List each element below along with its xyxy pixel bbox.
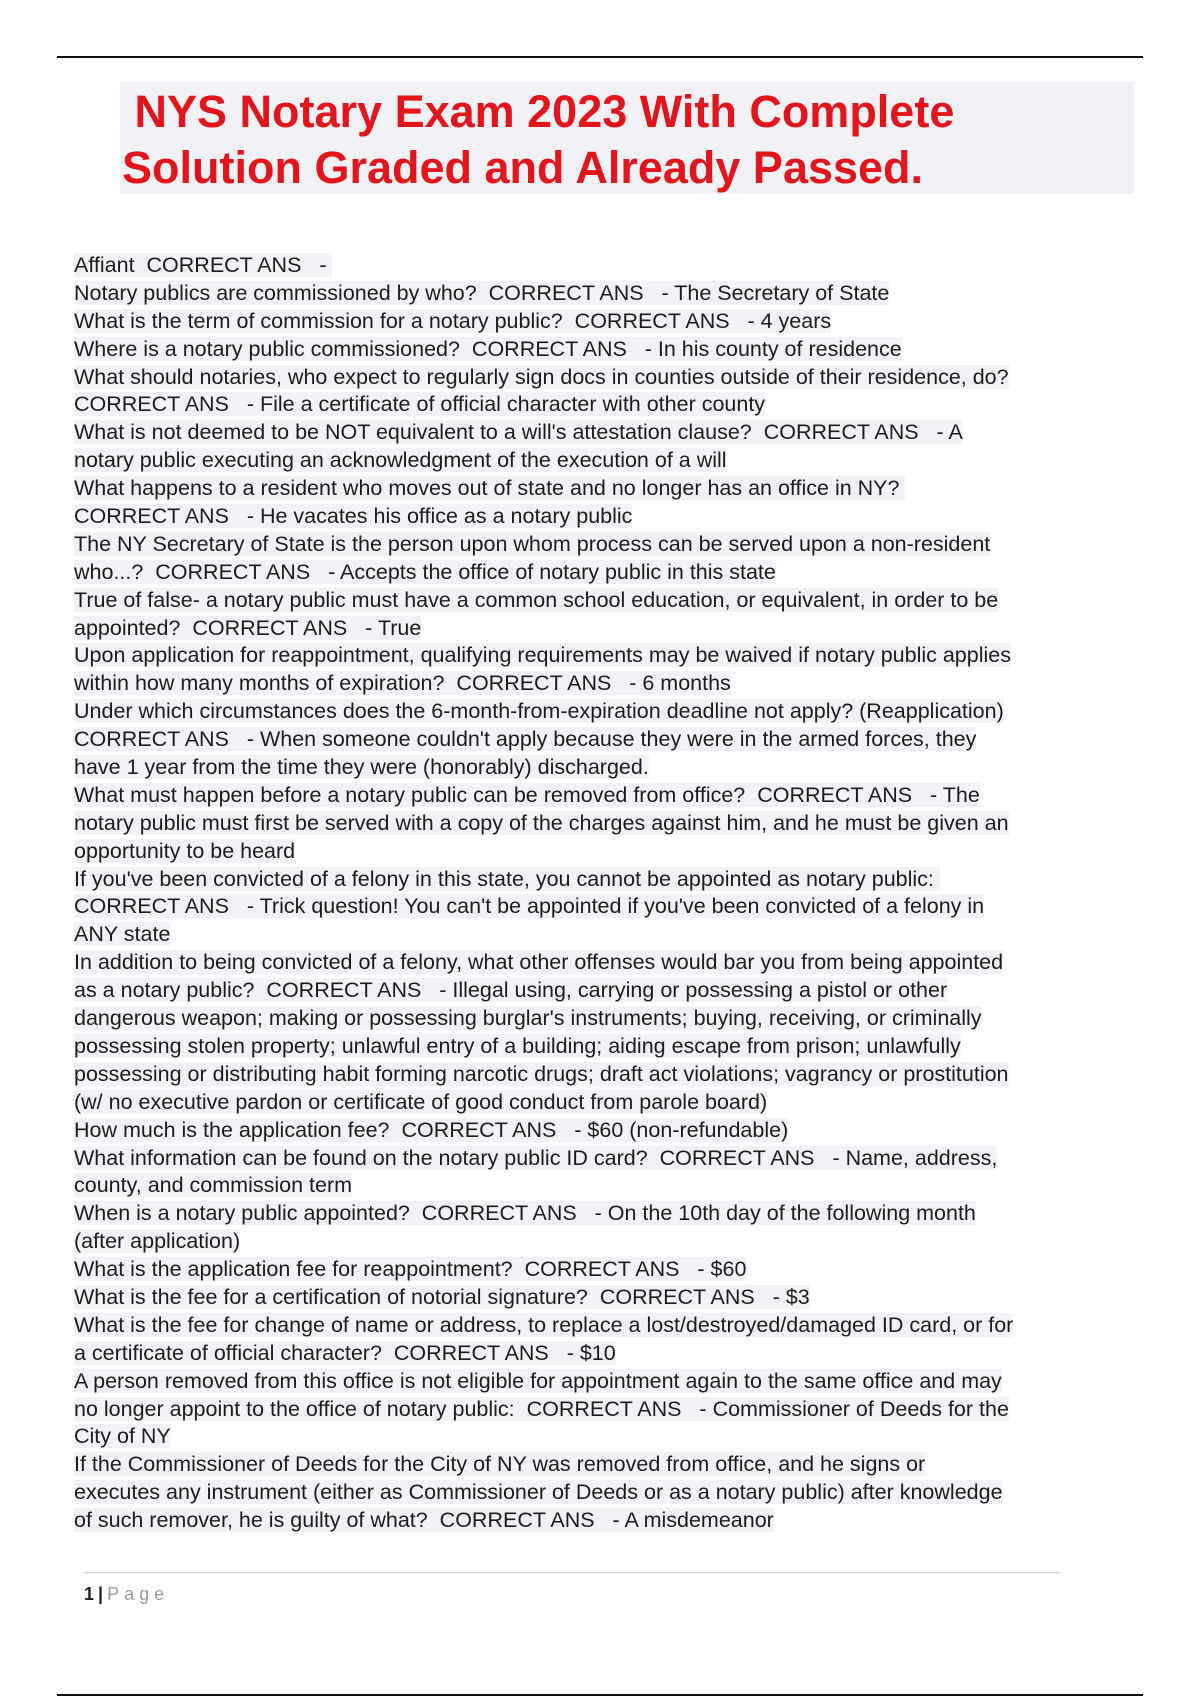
text-line-content: Under which circumstances does the 6-month-from-expiration deadline not apply? (Reapplication)	[74, 699, 1004, 724]
text-line	[74, 391, 1144, 419]
bottom-rule	[57, 1694, 1143, 1696]
text-line-content: within how many months of expiration? CORRECT ANS - 6 months	[74, 671, 731, 696]
text-line-content: How much is the application fee? CORRECT ANS - $60 (non-refundable)	[74, 1117, 789, 1142]
text-line-content: In addition to being convicted of a felony, what other offenses would bar you from being appointed	[74, 950, 1004, 975]
text-line-content: What is not deemed to be NOT equivalent to a will's attestation clause? CORRECT ANS - A	[74, 420, 963, 445]
text-line	[74, 838, 1144, 866]
text-line	[74, 1117, 1144, 1145]
text-line-content: notary public must first be served with a copy of the charges against him, and he must be given an	[74, 810, 1009, 835]
text-line	[74, 1423, 1144, 1451]
text-line	[74, 1200, 1144, 1228]
page-indicator	[84, 1583, 1060, 1605]
text-line-content: Upon application for reappointment, qualifying requirements may be waived if notary public applies	[74, 643, 1011, 668]
text-line-content: have 1 year from the time they were (honorably) discharged.	[74, 755, 649, 780]
text-line	[74, 866, 1144, 894]
text-line-content: CORRECT ANS - When someone couldn't apply because they were in the armed forces, they	[74, 727, 977, 752]
text-line	[74, 754, 1144, 782]
text-line	[74, 1479, 1144, 1507]
text-line-content: The NY Secretary of State is the person upon whom process can be served upon a non-resident	[74, 531, 991, 556]
text-line-content: (w/ no executive pardon or certificate of good conduct from parole board)	[74, 1089, 768, 1114]
text-line-content: CORRECT ANS - File a certificate of official character with other county	[74, 392, 766, 417]
text-line	[74, 1396, 1144, 1424]
text-line	[74, 615, 1144, 643]
text-line-content: county, and commission term	[74, 1173, 353, 1198]
text-line-content: What is the fee for change of name or address, to replace a lost/destroyed/damaged ID card, or for	[74, 1312, 1014, 1337]
text-line	[74, 308, 1144, 336]
text-line-content: executes any instrument (either as Commissioner of Deeds or as a notary public) after knowledge	[74, 1480, 1003, 1505]
text-line-content: A person removed from this office is not eligible for appointment again to the same office and may	[74, 1368, 1002, 1393]
page-label: Page	[107, 1584, 170, 1604]
text-line	[74, 726, 1144, 754]
text-line	[74, 587, 1144, 615]
text-line	[74, 531, 1144, 559]
text-line	[74, 1033, 1144, 1061]
text-line	[74, 810, 1144, 838]
text-line-content: possessing stolen property; unlawful entry of a building; aiding escape from prison; unlawfully	[74, 1033, 961, 1058]
text-line	[74, 670, 1144, 698]
text-line-content: If you've been convicted of a felony in this state, you cannot be appointed as notary public:	[74, 866, 940, 891]
text-line	[74, 280, 1144, 308]
text-line-content: as a notary public? CORRECT ANS - Illegal using, carrying or possessing a pistol or other	[74, 978, 948, 1003]
footer-rule	[84, 1572, 1060, 1573]
text-line	[74, 977, 1144, 1005]
text-line-content: What is the term of commission for a notary public? CORRECT ANS - 4 years	[74, 308, 832, 333]
text-line-content: Where is a notary public commissioned? CORRECT ANS - In his county of residence	[74, 336, 902, 361]
text-line	[74, 559, 1144, 587]
document-title	[122, 84, 954, 196]
text-line	[74, 949, 1144, 977]
text-line-content: ANY state	[74, 922, 171, 947]
text-line	[74, 1061, 1144, 1089]
text-line-content: True of false- a notary public must have a common school education, or equivalent, in order to be	[74, 587, 999, 612]
text-line	[74, 336, 1144, 364]
text-line	[74, 1228, 1144, 1256]
text-line-content: appointed? CORRECT ANS - True	[74, 615, 422, 640]
text-line	[74, 1005, 1144, 1033]
text-line-content: a certificate of official character? CORRECT ANS - $10	[74, 1340, 616, 1365]
title-line-1: NYS Notary Exam 2023 With Complete	[122, 86, 955, 137]
text-line	[74, 698, 1144, 726]
text-line	[74, 1172, 1144, 1200]
text-line-content: Notary publics are commissioned by who? CORRECT ANS - The Secretary of State	[74, 280, 890, 305]
text-line	[74, 1340, 1144, 1368]
text-line-content: who...? CORRECT ANS - Accepts the office of notary public in this state	[74, 559, 776, 584]
text-line	[74, 1145, 1144, 1173]
text-line	[74, 1368, 1144, 1396]
text-line	[74, 1507, 1144, 1535]
text-line	[74, 1089, 1144, 1117]
text-line	[74, 1451, 1144, 1479]
text-line	[74, 893, 1144, 921]
text-line-content: If the Commissioner of Deeds for the City of NY was removed from office, and he signs or	[74, 1452, 926, 1477]
page-footer	[84, 1572, 1060, 1605]
text-line-content: of such remover, he is guilty of what? CORRECT ANS - A misdemeanor	[74, 1508, 774, 1533]
page-number: 1	[84, 1584, 95, 1604]
text-line	[74, 1284, 1144, 1312]
text-line-content: no longer appoint to the office of notary public: CORRECT ANS - Commissioner of Deeds for the	[74, 1396, 1009, 1421]
page-separator: |	[98, 1584, 104, 1604]
text-line-content: What is the fee for a certification of notorial signature? CORRECT ANS - $3	[74, 1284, 810, 1309]
text-line	[74, 642, 1144, 670]
text-line-content: opportunity to be heard	[74, 838, 296, 863]
text-line-content: notary public executing an acknowledgment of the execution of a will	[74, 448, 727, 473]
text-line	[74, 447, 1144, 475]
text-line-content: Affiant CORRECT ANS -	[74, 253, 333, 277]
text-line	[74, 419, 1144, 447]
text-line	[74, 1312, 1144, 1340]
text-line	[74, 252, 1144, 280]
text-line-content: (after application)	[74, 1229, 241, 1254]
text-line	[74, 921, 1144, 949]
text-line	[74, 503, 1144, 531]
text-line-content: possessing or distributing habit forming narcotic drugs; draft act violations; vagrancy or prostitution	[74, 1061, 1009, 1086]
question-answer-list	[74, 252, 1144, 1535]
text-line-content: What is the application fee for reappointment? CORRECT ANS - $60	[74, 1257, 747, 1282]
top-rule	[57, 56, 1143, 58]
text-line	[74, 782, 1144, 810]
text-line	[74, 364, 1144, 392]
title-line-2: Solution Graded and Already Passed.	[122, 142, 924, 193]
text-line-content: dangerous weapon; making or possessing burglar's instruments; buying, receiving, or criminally	[74, 1006, 982, 1031]
text-line-content: CORRECT ANS - Trick question! You can't be appointed if you've been convicted of a felony in	[74, 894, 985, 919]
text-line-content: When is a notary public appointed? CORRECT ANS - On the 10th day of the following month	[74, 1201, 976, 1226]
text-line-content: What happens to a resident who moves out of state and no longer has an office in NY?	[74, 476, 906, 501]
text-line-content: What must happen before a notary public can be removed from office? CORRECT ANS - The	[74, 782, 980, 807]
text-line-content: What should notaries, who expect to regularly sign docs in counties outside of their residence, do?	[74, 364, 1009, 389]
text-line-content: What information can be found on the notary public ID card? CORRECT ANS - Name, address,	[74, 1145, 998, 1170]
text-line-content: City of NY	[74, 1424, 171, 1449]
text-line-content: CORRECT ANS - He vacates his office as a notary public	[74, 504, 633, 529]
text-line	[74, 1256, 1144, 1284]
text-line	[74, 475, 1144, 503]
